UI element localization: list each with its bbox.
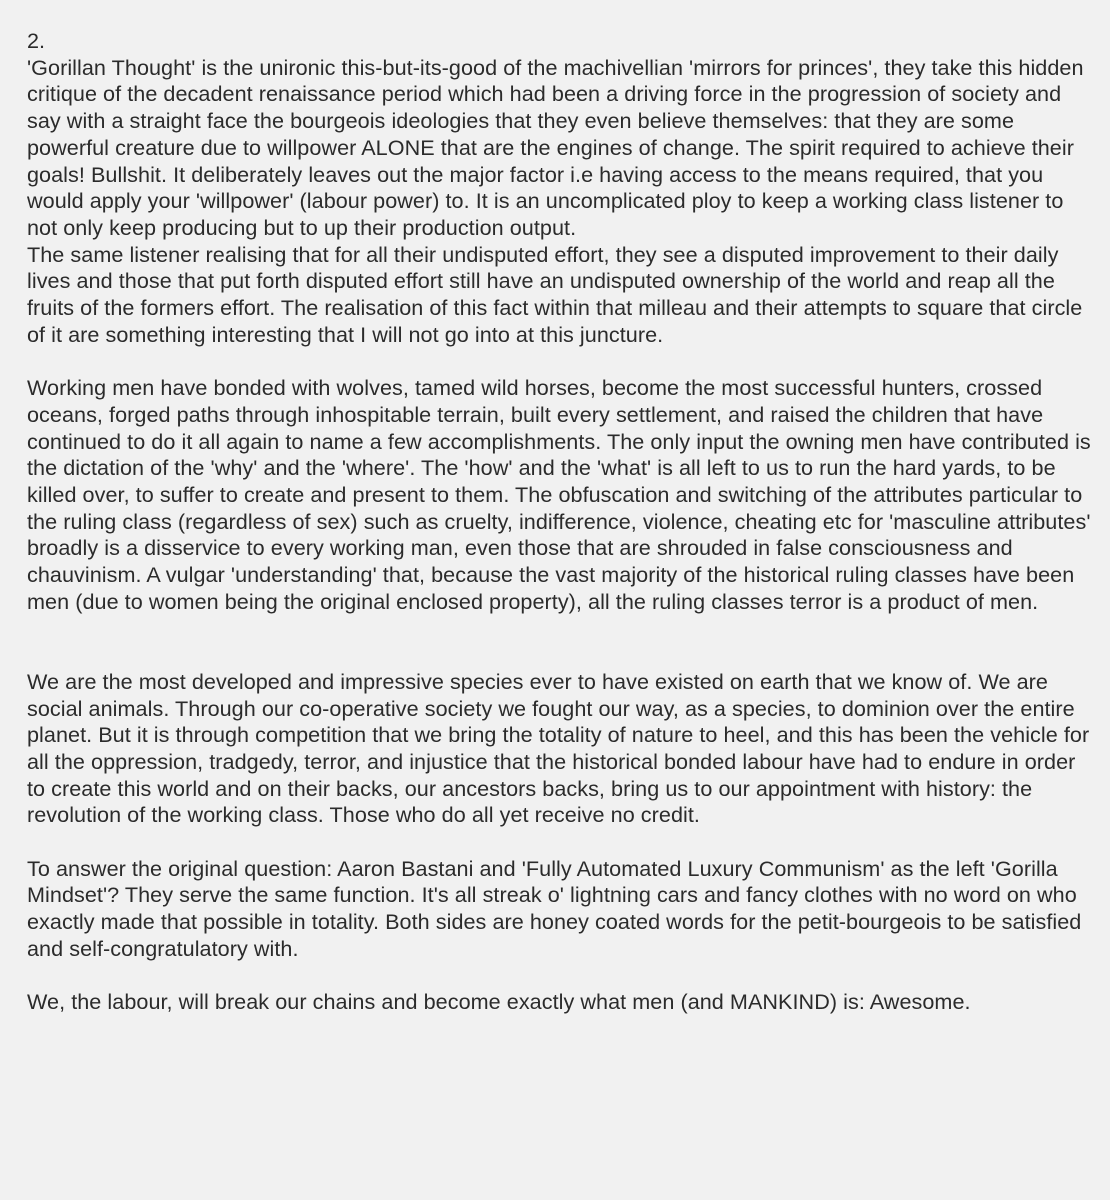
section-number: 2. — [27, 28, 46, 53]
paragraph-conclusion: We, the labour, will break our chains and become exactly what men (and MANKIND) is: Awesome. — [27, 989, 971, 1015]
paragraph-developed-species: We are the most developed and impressive species ever to have existed on earth that we know of. We are social animals. Through our co-operative society we fought our way, as a species, to dominion over the entire planet. But it is through competition that we bring the totality of nature to heel, and this has been the vehicle for all the oppression, tradgedy, terror, and injustice that the historical bonded labour have had to endure in order to create this world and on their backs, our ancestors backs, bring us to our appointment with history: the revolution of the working class. Those who do all yet receive no credit. — [27, 668, 1090, 828]
paragraph-listener-realising: The same listener realising that for all their undisputed effort, they see a disputed improvement to their daily lives and those that put forth disputed effort still have an undisputed ownership of the world and reap all the fruits of the formers effort. The realisation of this fact within that milleau and their attempts to square that circle of it are something interesting that I will not go into at this juncture. — [27, 241, 1083, 347]
document-body — [27, 28, 1093, 1016]
paragraph-original-question: To answer the original question: Aaron Bastani and 'Fully Automated Luxury Communism' as the left 'Gorilla Mindset'? They serve the same function. It's all streak o' lightning cars and fancy clothes with no word on who exactly made that possible in totality. Both sides are honey coated words for the petit-bourgeois to be satisfied and self-congratulatory with. — [27, 855, 1082, 961]
spacer — [27, 963, 1093, 990]
paragraph-working-men: Working men have bonded with wolves, tamed wild horses, become the most successful hunters, crossed oceans, forged paths through inhospitable terrain, built every settlement, and raised the children that have continued to do it all again to name a few accomplishments. The only input the owning men have contributed is the dictation of the 'why' and the 'where'. The 'how' and the 'what' is all left to us to run the hard yards, to be killed over, to suffer to create and present to them. The obfuscation and switching of the attributes particular to the ruling class (regardless of sex) such as cruelty, indifference, violence, cheating etc for 'masculine attributes' broadly is a disservice to every working man, even those that are shrouded in false consciousness and chauvinism. A vulgar 'understanding' that, because the vast majority of the historical ruling classes have been men (due to women being the original enclosed property), all the ruling classes terror is a product of men. — [27, 375, 1091, 614]
paragraph-gorillan-thought: 'Gorillan Thought' is the unironic this-but-its-good of the machivellian 'mirrors for princes', they take this hidden critique of the decadent renaissance period which had been a driving force in the progression of society and say with a straight face the bourgeois ideologies that they even believe themselves: that they are some powerful creature due to willpower ALONE that are the engines of change. The spirit required to achieve their goals! Bullshit. It deliberately leaves out the major factor i.e having access to the means required, that you would apply your 'willpower' (labour power) to. It is an uncomplicated ploy to keep a working class listener to not only keep producing but to up their production output. — [27, 54, 1084, 240]
spacer — [27, 348, 1093, 375]
spacer — [27, 829, 1093, 856]
spacer — [27, 615, 1093, 668]
